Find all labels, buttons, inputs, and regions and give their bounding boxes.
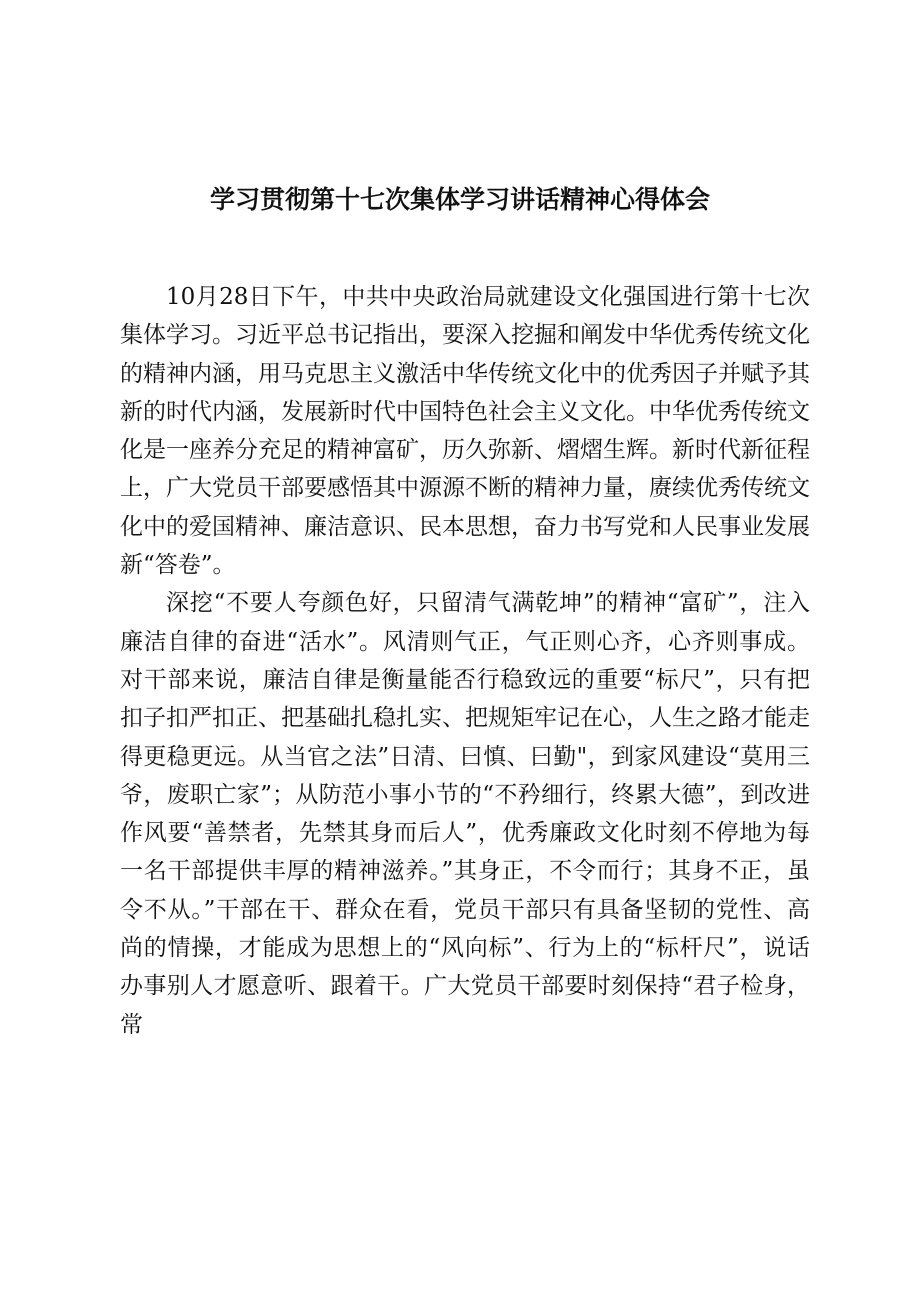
paragraph-1: 10月28日下午，中共中央政治局就建设文化强国进行第十七次集体学习。习近平总书记指出，要深入挖掘和阐发中华优秀传统文化的精神内涵，用马克思主义激活中华传统文化中的优秀因子并赋予其新的时代内涵，发展新时代中国特色社会主义文化。中华优秀传统文化是一座养分充足的精神富矿，历久弥新、熠熠生辉。新时代新征程上，广大党员干部要感悟其中源源不断的精神力量，赓续优秀传统文化中的爱国精神、廉洁意识、民本思想，奋力书写党和人民事业发展新“答卷”。 bbox=[120, 284, 810, 579]
document-title: 学习贯彻第十七次集体学习讲话精神心得体会 bbox=[209, 185, 710, 214]
paragraph-2: 深挖“不要人夸颜色好，只留清气满乾坤”的精神“富矿”，注入廉洁自律的奋进“活水”。风清则气正，气正则心齐，心齐则事成。对干部来说，廉洁自律是衡量能否行稳致远的重要“标尺”，只有把扣子扣严扣正、把基础扎稳扎实、把规矩牢记在心，人生之路才能走得更稳更远。从当官之法”日清、曰慎、曰勤"，到家风建设“莫用三爷，废职亡家”；从防范小事小节的“不矜细行，终累大德”，到改进作风要“善禁者，先禁其身而后人”，优秀廉政文化时刻不停地为每一名干部提供丰厚的精神滋养。”其身正，不令而行；其身不正，虽令不从。”干部在干、群众在看，党员干部只有具备坚韧的党性、高尚的情操，才能成为思想上的“风向标”、行为上的“标杆尺”，说话办事别人才愿意听、跟着干。广大党员干部要时刻保持“君子检身，常 bbox=[120, 590, 810, 1038]
document-body bbox=[120, 278, 810, 1044]
